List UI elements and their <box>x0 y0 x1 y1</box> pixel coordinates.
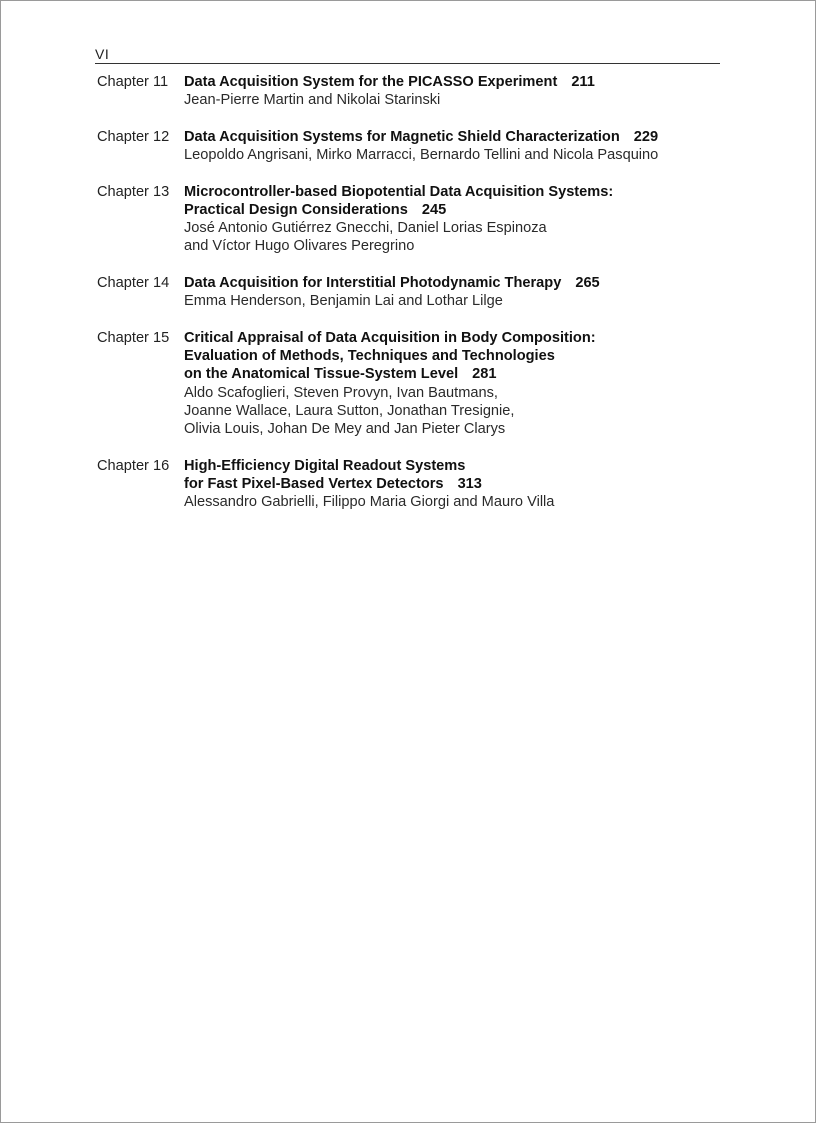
chapter-title-text: Evaluation of Methods, Techniques and Technologies <box>184 348 555 365</box>
entry-body <box>184 457 717 512</box>
chapter-authors: Leopoldo Angrisani, Mirko Marracci, Bernardo Tellini and Nicola Pasquino <box>184 147 659 164</box>
chapter-title[interactable] <box>184 128 717 146</box>
chapter-title-text: Microcontroller-based Biopotential Data Acquisition Systems: <box>184 183 614 200</box>
chapter-authors: Aldo Scafoglieri, Steven Provyn, Ivan Bautmans, <box>184 384 498 401</box>
chapter-title-line <box>184 201 717 219</box>
chapter-title-line <box>184 347 717 365</box>
entry-body <box>184 329 717 438</box>
chapter-authors: Joanne Wallace, Laura Sutton, Jonathan Tresignie, <box>184 402 515 419</box>
chapter-authors: José Antonio Gutiérrez Gnecchi, Daniel Lorias Espinoza <box>184 220 547 237</box>
chapter-title-line <box>184 365 717 383</box>
chapter-title-line <box>184 274 717 292</box>
chapter-title-text: High-Efficiency Digital Readout Systems <box>184 457 466 474</box>
chapter-page-number[interactable]: 245 <box>421 202 447 219</box>
chapter-title-line <box>184 128 717 146</box>
chapter-authors: Olivia Louis, Johan De Mey and Jan Pieter Clarys <box>184 421 506 438</box>
chapter-title[interactable] <box>184 183 717 219</box>
chapter-page-number[interactable]: 229 <box>633 128 659 145</box>
toc-entry <box>97 183 717 256</box>
chapter-title[interactable] <box>184 329 717 384</box>
chapter-title[interactable] <box>184 274 717 292</box>
chapter-title-line <box>184 475 717 493</box>
chapter-title-line <box>184 457 717 475</box>
toc-entry <box>97 128 717 164</box>
chapter-title-line <box>184 329 717 347</box>
table-of-contents <box>97 73 717 530</box>
toc-entry <box>97 73 717 109</box>
chapter-page-number[interactable]: 281 <box>472 366 497 383</box>
chapter-title-text: Practical Design Considerations <box>184 202 408 219</box>
chapter-title[interactable] <box>184 457 717 493</box>
chapter-title-text: Data Acquisition Systems for Magnetic Shield Characterization <box>184 128 620 145</box>
chapter-title-text: for Fast Pixel-Based Vertex Detectors <box>184 475 444 492</box>
header-rule <box>95 63 720 64</box>
chapter-title[interactable] <box>184 73 717 91</box>
entry-body <box>184 183 717 256</box>
entry-body <box>184 128 717 164</box>
chapter-title-text: Critical Appraisal of Data Acquisition in Body Composition: <box>184 330 596 347</box>
chapter-title-line <box>184 183 717 201</box>
chapter-title-text: on the Anatomical Tissue-System Level <box>184 366 459 383</box>
chapter-label: Chapter 13 <box>97 183 170 200</box>
chapter-page-number[interactable]: 265 <box>575 275 600 292</box>
chapter-page-number[interactable]: 313 <box>457 475 482 492</box>
chapter-page-number[interactable]: 211 <box>571 74 595 90</box>
chapter-authors: Jean-Pierre Martin and Nikolai Starinski <box>184 92 441 109</box>
chapter-authors: and Víctor Hugo Olivares Peregrino <box>184 238 415 255</box>
toc-entry <box>97 274 717 310</box>
toc-entry <box>97 329 717 438</box>
entry-body <box>184 274 717 310</box>
chapter-title-text: Data Acquisition for Interstitial Photodynamic Therapy <box>184 275 562 292</box>
chapter-label: Chapter 15 <box>97 330 170 347</box>
page-number: VI <box>95 46 110 62</box>
chapter-authors: Emma Henderson, Benjamin Lai and Lothar Lilge <box>184 293 503 310</box>
chapter-authors: Alessandro Gabrielli, Filippo Maria Giorgi and Mauro Villa <box>184 494 555 511</box>
chapter-label: Chapter 14 <box>97 275 170 292</box>
chapter-title-line <box>184 73 717 91</box>
chapter-title-text: Data Acquisition System for the PICASSO Experiment <box>184 74 558 90</box>
entry-body <box>184 73 717 109</box>
chapter-label: Chapter 11 <box>97 74 169 90</box>
chapter-label: Chapter 12 <box>97 128 170 145</box>
chapter-label: Chapter 16 <box>97 457 170 474</box>
toc-entry <box>97 457 717 512</box>
